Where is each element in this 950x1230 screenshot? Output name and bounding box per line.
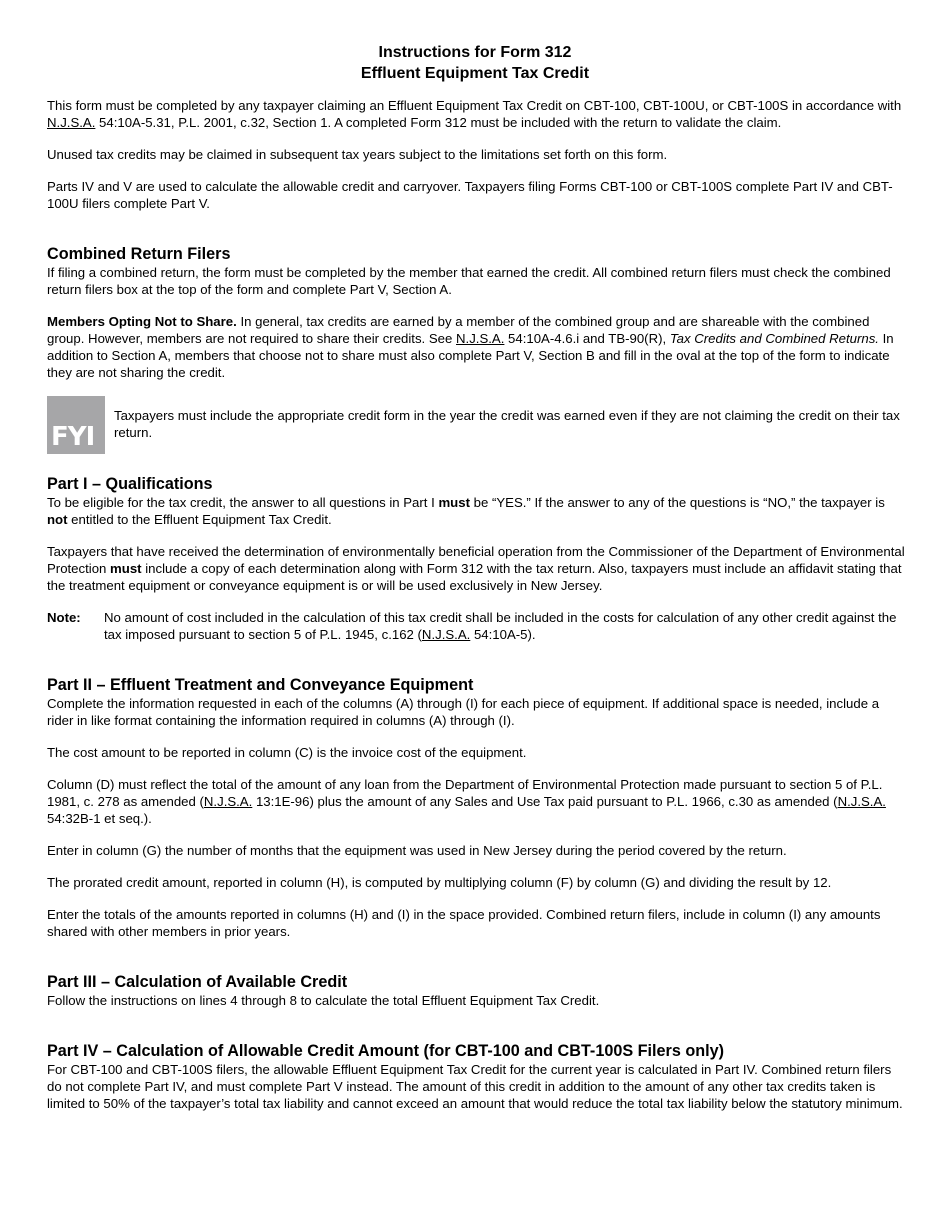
part2-paragraph-2: The cost amount to be reported in column (C) is the invoice cost of the equipment. [47, 745, 527, 760]
title-line-1: Instructions for Form 312 [378, 44, 572, 61]
combined-heading: Combined Return Filers [47, 245, 231, 263]
part4-heading: Part IV – Calculation of Allowable Credit Amount (for CBT-100 and CBT-100S Filers only) [47, 1042, 724, 1060]
document-body [47, 97, 907, 1112]
part4-paragraph-1: For CBT-100 and CBT-100S filers, the allowable Effluent Equipment Tax Credit for the current year is calculated in Part IV. Combined return filers do not complete Part IV, and must complete Part V instead. The amount of this credit in addition to the amount of any other tax credits taken is limited to 50% of the taxpayer’s total tax liability and cannot exceed an amount that would reduce the total tax liability below the statutory minimum. [47, 1062, 903, 1111]
document-title [0, 42, 950, 84]
note-block [47, 609, 907, 643]
part3-heading: Part III – Calculation of Available Credit [47, 973, 348, 991]
fyi-callout [47, 396, 907, 454]
statute-link: N.J.S.A. [203, 794, 253, 809]
statute-link: N.J.S.A. [421, 627, 471, 642]
part2-paragraph-5: The prorated credit amount, reported in column (H), is computed by multiplying column (F) by column (G) and dividing the result by 12. [47, 875, 832, 890]
statute-link: N.J.S.A. [47, 115, 96, 130]
part2-heading: Part II – Effluent Treatment and Conveyance Equipment [47, 676, 474, 694]
fyi-icon: FYI [47, 396, 105, 454]
intro-paragraph-3: Parts IV and V are used to calculate the allowable credit and carryover. Taxpayers filing Forms CBT-100 or CBT-100S complete Part IV and CBT-100U filers complete Part V. [47, 179, 893, 211]
note-label: Note: [47, 610, 81, 625]
fyi-text: Taxpayers must include the appropriate credit form in the year the credit was earned even if they are not claiming the credit on their tax return. [114, 408, 900, 440]
part1-paragraph-2: Taxpayers that have received the determination of environmentally beneficial operation from the Commissioner of the Department of Environmental Protection must include a copy of each determination along with Form 312 with the tax return. Also, taxpayers must include an affidavit stating that the treatment equipment or conveyance equipment is or will be used exclusively in New Jersey. [47, 544, 905, 593]
part1-heading: Part I – Qualifications [47, 475, 213, 493]
intro-paragraph-2: Unused tax credits may be claimed in subsequent tax years subject to the limitations set forth on this form. [47, 147, 668, 162]
part2-paragraph-6: Enter the totals of the amounts reported in columns (H) and (I) in the space provided. Combined return filers, include in column (I) any amounts shared with other members in prior years. [47, 907, 881, 939]
statute-link: N.J.S.A. [837, 794, 886, 809]
part3-paragraph-1: Follow the instructions on lines 4 through 8 to calculate the total Effluent Equipment Tax Credit. [47, 993, 600, 1008]
title-line-2: Effluent Equipment Tax Credit [360, 65, 590, 82]
combined-paragraph-1: If filing a combined return, the form must be completed by the member that earned the credit. All combined return filers must check the combined return filers box at the top of the form and complete Part V, Section A. [47, 265, 891, 297]
note-text: No amount of cost included in the calculation of this tax credit shall be included in the costs for calculation of any other credit against the tax imposed pursuant to section 5 of P.L. 1945, c.162 (N.J.S.A. 54:10A-5). [104, 610, 897, 642]
intro-paragraph-1: This form must be completed by any taxpayer claiming an Effluent Equipment Tax Credit on CBT-100, CBT-100U, or CBT-100S in accordance with N.J.S.A. 54:10A-5.31, P.L. 2001, c.32, Section 1. A completed Form 312 must be included with the return to validate the claim. [47, 98, 902, 130]
part2-paragraph-3: Column (D) must reflect the total of the amount of any loan from the Department of Environmental Protection made pursuant to section 5 of P.L. 1981, c. 278 as amended (N.J.S.A. 13:1E-96) plus the amount of any Sales and Use Tax paid pursuant to P.L. 1966, c.30 as amended (N.J.S.A. 54:32B-1 et seq.). [47, 777, 886, 826]
part2-paragraph-4: Enter in column (G) the number of months that the equipment was used in New Jersey during the period covered by the return. [47, 843, 787, 858]
combined-paragraph-2: Members Opting Not to Share. In general, tax credits are earned by a member of the combined group and are shareable with the combined group. However, members are not required to share their credits. See N.J.S.A. 54:10A-4.6.i and TB-90(R), Tax Credits and Combined Returns. In addition to Section A, members that choose not to share must also complete Part V, Section B and fill in the oval at the top of the form to indicate they are not sharing the credit. [47, 314, 894, 380]
part1-paragraph-1: To be eligible for the tax credit, the answer to all questions in Part I must be “YES.” If the answer to any of the questions is “NO,” the taxpayer is not entitled to the Effluent Equipment Tax Credit. [47, 495, 885, 527]
part2-paragraph-1: Complete the information requested in each of the columns (A) through (I) for each piece of equipment. If additional space is needed, include a rider in like format containing the information required in columns (A) through (I). [47, 696, 880, 728]
statute-link: N.J.S.A. [456, 331, 505, 346]
